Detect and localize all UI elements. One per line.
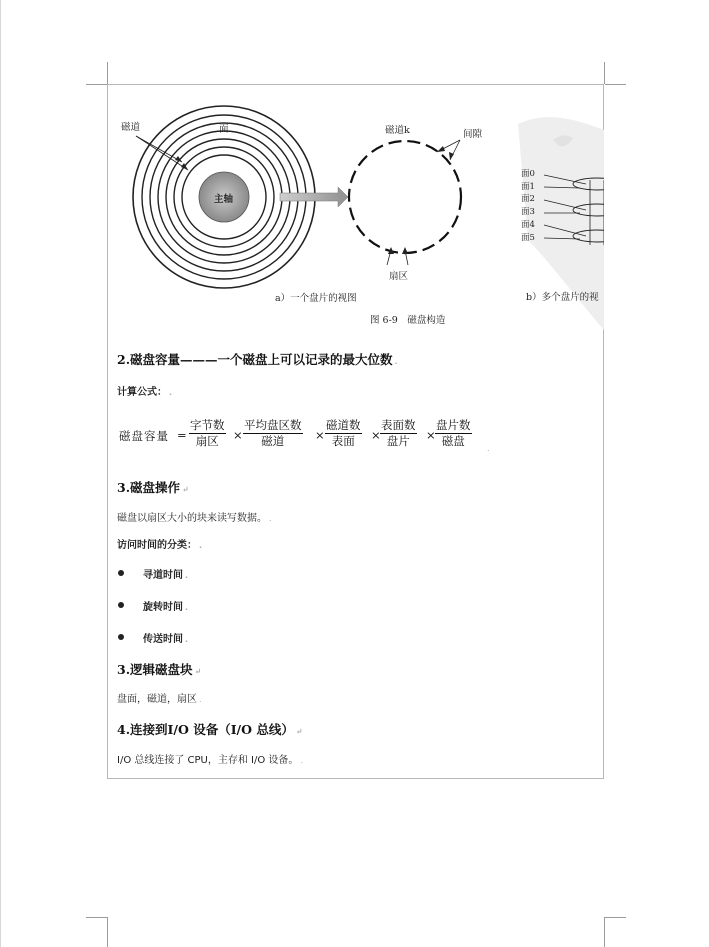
access-time-label-text: 访问时间的分类：	[117, 540, 197, 551]
formula-denominator: 扇区	[195, 434, 219, 448]
fig-surface-label: 面	[219, 124, 229, 135]
logical-block-body-text: 盘面，磁道，扇区	[117, 694, 197, 705]
formula-times: ×	[233, 428, 243, 442]
figure-caption: 图 6-9 磁盘构造	[370, 315, 446, 326]
crop-mark	[107, 917, 108, 947]
access-time-seek: 寻道时间	[143, 570, 183, 581]
crop-mark	[107, 62, 108, 84]
fig-gap-label: 间隙	[463, 129, 483, 140]
fig-platter-track-label: 磁道	[121, 122, 141, 133]
capacity-heading-text: 2.磁盘容量———一个磁盘上可以记录的最大位数	[117, 352, 393, 367]
surface-label: 面3	[521, 207, 535, 218]
bullet-dot	[118, 634, 124, 640]
crop-mark	[605, 84, 626, 85]
formula-times: ×	[315, 428, 325, 442]
end-mark: .	[199, 695, 202, 704]
formula-term	[435, 418, 472, 449]
list-item	[143, 566, 188, 581]
end-mark: .	[185, 603, 189, 612]
fig-caption-b: b）多个盘片的视	[526, 292, 599, 303]
formula-numerator: 字节数	[190, 418, 225, 432]
surface-label: 面1	[521, 181, 535, 192]
formula-denominator: 磁道	[261, 434, 285, 448]
list-item	[143, 630, 188, 645]
operation-body	[117, 509, 272, 524]
list-item	[143, 598, 188, 613]
crop-mark	[605, 917, 626, 918]
end-mark: .	[185, 571, 189, 580]
crop-mark	[86, 917, 107, 918]
surface-labels	[521, 168, 535, 244]
formula-denominator: 表面	[331, 434, 355, 448]
formula-label	[117, 383, 172, 398]
logical-block-heading-text: 3.逻辑磁盘块	[117, 662, 193, 677]
formula-denominator: 磁盘	[441, 434, 465, 448]
track-diagram	[349, 140, 461, 265]
paragraph-mark: ↵	[194, 666, 202, 676]
end-mark: .	[487, 444, 490, 453]
capacity-heading	[117, 350, 397, 368]
io-body-text: I/O 总线连接了 CPU，主存和 I/O 设备。	[117, 755, 299, 766]
crop-mark	[86, 84, 107, 85]
logical-block-body	[117, 690, 202, 705]
crop-mark	[604, 917, 605, 947]
operation-body-text: 磁盘以扇区大小的块来读写数据。	[117, 513, 267, 524]
fig-track-k-label: 磁道k	[385, 125, 410, 136]
formula-term	[325, 418, 362, 449]
operation-heading	[117, 478, 189, 496]
paragraph-mark: ↵	[182, 484, 189, 494]
io-heading	[117, 720, 303, 738]
formula-times: ×	[371, 428, 381, 442]
formula-term	[189, 418, 226, 449]
end-mark: .	[199, 541, 203, 550]
bullet-dot	[118, 602, 124, 608]
surface-label: 面4	[521, 219, 535, 230]
formula-times: ×	[426, 428, 436, 442]
operation-heading-text: 3.磁盘操作	[117, 480, 181, 495]
formula-numerator: 磁道数	[326, 418, 361, 432]
end-mark: .	[185, 635, 189, 644]
access-time-rotation: 旋转时间	[143, 602, 183, 613]
crop-mark	[604, 62, 605, 84]
end-mark: .	[300, 756, 303, 765]
access-time-transfer: 传送时间	[143, 634, 183, 645]
bullet-dot	[118, 570, 124, 576]
end-mark: .	[269, 514, 272, 523]
formula-numerator: 平均盘区数	[244, 418, 302, 432]
formula-denominator: 盘片	[386, 434, 410, 448]
surface-label: 面2	[521, 194, 535, 205]
end-mark: .	[169, 388, 173, 397]
page-edge	[0, 0, 1, 947]
surface-label: 面0	[521, 169, 535, 179]
io-body	[117, 751, 303, 766]
io-heading-text: 4.连接到I/O 设备（I/O 总线）	[117, 722, 294, 737]
formula-term	[243, 418, 303, 449]
fig-spindle-label: 主轴	[214, 194, 234, 205]
access-time-label	[117, 536, 202, 551]
formula-label-text: 计算公式：	[117, 387, 167, 398]
formula-equals: =	[177, 428, 187, 442]
formula-numerator: 表面数	[381, 418, 416, 432]
capacity-formula	[117, 418, 497, 456]
end-mark: .	[394, 356, 398, 366]
formula-term	[380, 418, 417, 449]
fig-sector-label: 扇区	[389, 271, 409, 282]
surface-label: 面5	[521, 232, 535, 243]
logical-block-heading	[117, 660, 201, 678]
formula-numerator: 盘片数	[436, 418, 471, 432]
paragraph-mark: ↵	[295, 726, 303, 736]
fig-caption-a: a）一个盘片的视图	[275, 293, 357, 304]
formula-lhs: 磁盘容量	[119, 429, 169, 443]
